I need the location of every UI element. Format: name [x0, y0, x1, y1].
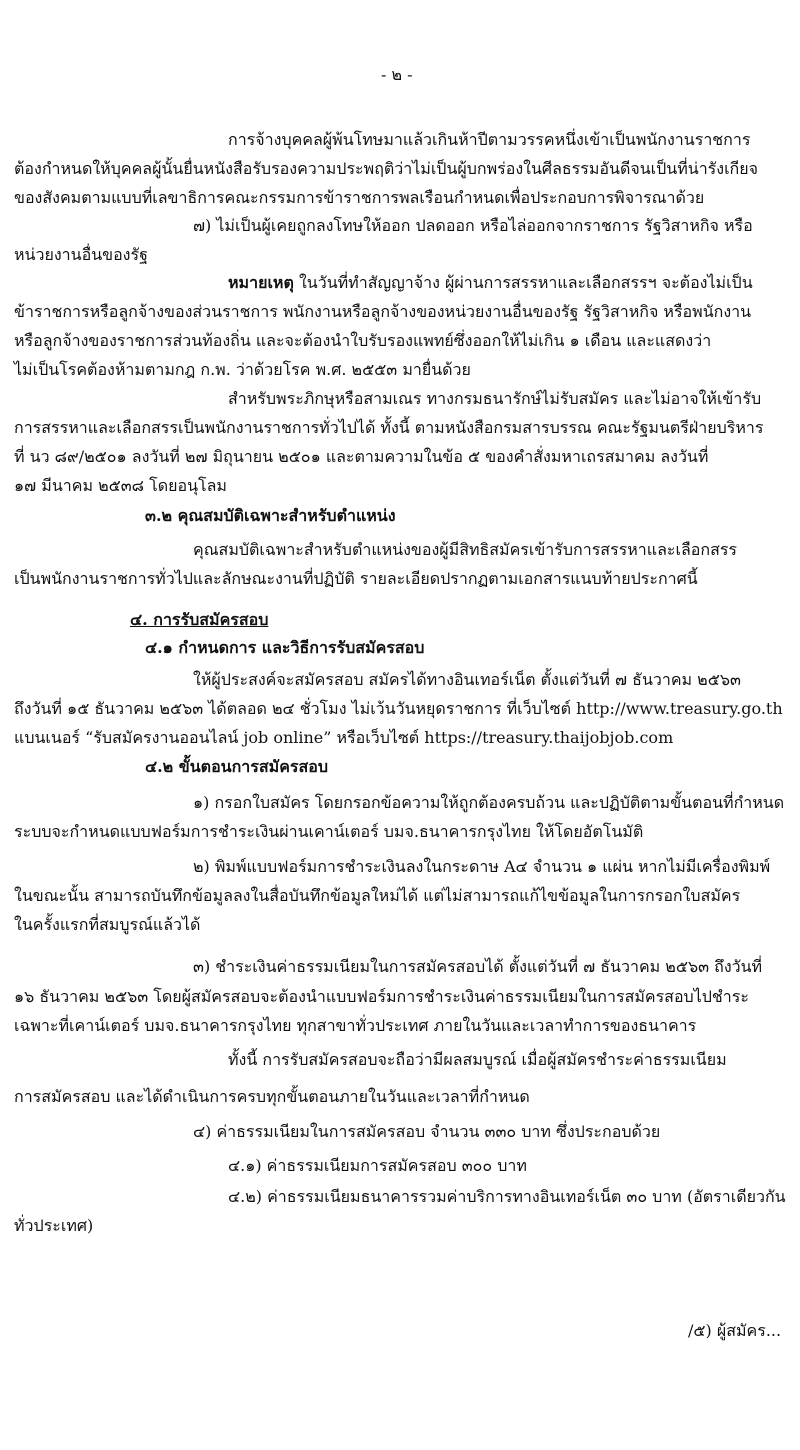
paragraph-line: เฉพาะที่เคาน์เตอร์ บมจ.ธนาคารกรุงไทย ทุกสาขาทั่วประเทศ ภายในวันและเวลาทำการของธนาคาร: [14, 1016, 697, 1035]
paragraph-line: สำหรับพระภิกษุหรือสามเณร ทางกรมธนารักษ์ไม่รับสมัคร และไม่อาจให้เข้ารับ: [228, 389, 762, 408]
paragraph-line: ๒) พิมพ์แบบฟอร์มการชำระเงินลงในกระดาษ A๔ จำนวน ๑ แผ่น หากไม่มีเครื่องพิมพ์: [193, 857, 771, 876]
paragraph-line: ในขณะนั้น สามารถบันทึกข้อมูลลงในสื่อบันทึกข้อมูลใหม่ได้ แต่ไม่สามารถแก้ไขข้อมูลในการกรอกใบสมัคร: [14, 886, 741, 905]
note-line: [228, 272, 753, 294]
paragraph-line: ๑๖ ธันวาคม ๒๕๖๓ โดยผู้สมัครสอบจะต้องนำแบบฟอร์มการชำระเงินค่าธรรมเนียมในการสมัครสอบไปชำระ: [14, 987, 749, 1006]
paragraph-line: ไม่เป็นโรคต้องห้ามตามกฎ ก.พ. ว่าด้วยโรค พ.ศ. ๒๕๕๓ มายื่นด้วย: [14, 360, 471, 379]
paragraph-line: ๑) กรอกใบสมัคร โดยกรอกข้อความให้ถูกต้องครบถ้วน และปฏิบัติตามขั้นตอนที่กำหนด: [193, 793, 785, 812]
paragraph-line: ที่ นว ๘๙/๒๕๐๑ ลงวันที่ ๒๗ มิถุนายน ๒๕๐๑ และตามความในข้อ ๕ ของคำสั่งมหาเถรสมาคม ลงวันที่: [14, 447, 709, 466]
paragraph-line: การจ้างบุคคลผู้พ้นโทษมาแล้วเกินห้าปีตามวรรคหนึ่งเข้าเป็นพนักงานราชการ: [228, 130, 751, 149]
paragraph-line: ถึงวันที่ ๑๕ ธันวาคม ๒๕๖๓ ได้ตลอด ๒๔ ชั่วโมง ไม่เว้นวันหยุดราชการ ที่เว็บไซต์ http://www.treasury.go.th: [14, 699, 783, 718]
paragraph-line: การสรรหาและเลือกสรรเป็นพนักงานราชการทั่วไปได้ ทั้งนี้ ตามหนังสือกรมสารบรรณ คณะรัฐมนตรีฝ่ายบริหาร: [14, 418, 764, 437]
note-label: หมายเหตุ: [228, 273, 294, 292]
paragraph-line: คุณสมบัติเฉพาะสำหรับตำแหน่งของผู้มีสิทธิสมัครเข้ารับการสรรหาและเลือกสรร: [193, 540, 738, 559]
section-heading-3-2: ๓.๒ คุณสมบัติเฉพาะสำหรับตำแหน่ง: [145, 506, 396, 525]
paragraph-line: หรือลูกจ้างของราชการส่วนท้องถิ่น และจะต้องนำใบรับรองแพทย์ซึ่งออกให้ไม่เกิน ๑ เดือน และแสดงว่า: [14, 331, 712, 350]
paragraph-line: ในครั้งแรกที่สมบูรณ์แล้วได้: [14, 915, 201, 934]
paragraph-line: ต้องกำหนดให้บุคคลผู้นั้นยื่นหนังสือรับรองความประพฤติว่าไม่เป็นผู้บกพร่องในศีลธรรมอันดีจนเป็นที่น่ารังเกียจ: [14, 159, 758, 178]
footer-continuation: /๕) ผู้สมัคร...: [688, 1321, 782, 1340]
paragraph-line: ๔.๑) ค่าธรรมเนียมการสมัครสอบ ๓๐๐ บาท: [228, 1156, 527, 1175]
paragraph-line: ระบบจะกำหนดแบบฟอร์มการชำระเงินผ่านเคาน์เตอร์ บมจ.ธนาคารกรุงไทย ให้โดยอัตโนมัติ: [14, 822, 644, 841]
paragraph-line: การสมัครสอบ และได้ดำเนินการครบทุกขั้นตอนภายในวันและเวลาที่กำหนด: [14, 1087, 530, 1106]
paragraph-line: ๗) ไม่เป็นผู้เคยถูกลงโทษให้ออก ปลดออก หรือไล่ออกจากราชการ รัฐวิสาหกิจ หรือ: [193, 216, 753, 235]
paragraph-line: ให้ผู้ประสงค์จะสมัครสอบ สมัครได้ทางอินเทอร์เน็ต ตั้งแต่วันที่ ๗ ธันวาคม ๒๕๖๓: [193, 670, 741, 689]
paragraph-line: ทั่วประเทศ): [14, 1216, 94, 1235]
paragraph-line: ข้าราชการหรือลูกจ้างของส่วนราชการ พนักงานหรือลูกจ้างของหน่วยงานอื่นของรัฐ รัฐวิสาหกิจ หรือพนักงาน: [14, 302, 752, 321]
paragraph-line: ๓) ชำระเงินค่าธรรมเนียมในการสมัครสอบได้ ตั้งแต่วันที่ ๗ ธันวาคม ๒๕๖๓ ถึงวันที่: [193, 957, 763, 976]
paragraph-line: หน่วยงานอื่นของรัฐ: [14, 245, 148, 264]
paragraph-line: ทั้งนี้ การรับสมัครสอบจะถือว่ามีผลสมบูรณ์ เมื่อผู้สมัครชำระค่าธรรมเนียม: [228, 1050, 727, 1069]
paragraph-line: ๔.๒) ค่าธรรมเนียมธนาคารรวมค่าบริการทางอินเทอร์เน็ต ๓๐ บาท (อัตราเดียวกัน: [228, 1187, 786, 1206]
paragraph-line: ของสังคมตามแบบที่เลขาธิการคณะกรรมการข้าราชการพลเรือนกำหนดเพื่อประกอบการพิจารณาด้วย: [14, 188, 705, 207]
section-heading-4: ๔. การรับสมัครสอบ: [130, 610, 269, 629]
note-text: ในวันที่ทำสัญญาจ้าง ผู้ผ่านการสรรหาและเลือกสรรฯ จะต้องไม่เป็น: [298, 273, 753, 292]
paragraph-line: แบนเนอร์ “รับสมัครงานออนไลน์ job online” หรือเว็บไซต์ https://treasury.thaijobjob.com: [14, 728, 674, 747]
section-heading-4-1: ๔.๑ กำหนดการ และวิธีการรับสมัครสอบ: [145, 638, 425, 657]
paragraph-line: ๔) ค่าธรรมเนียมในการสมัครสอบ จำนวน ๓๓๐ บาท ซึ่งประกอบด้วย: [193, 1122, 661, 1141]
paragraph-line: ๑๗ มีนาคม ๒๕๓๘ โดยอนุโลม: [14, 476, 227, 495]
paragraph-line: เป็นพนักงานราชการทั่วไปและลักษณะงานที่ปฏิบัติ รายละเอียดปรากฏตามเอกสารแนบท้ายประกาศนี้: [14, 569, 698, 588]
page-number: - ๒ -: [381, 65, 413, 84]
section-heading-4-2: ๔.๒ ขั้นตอนการสมัครสอบ: [145, 757, 329, 776]
